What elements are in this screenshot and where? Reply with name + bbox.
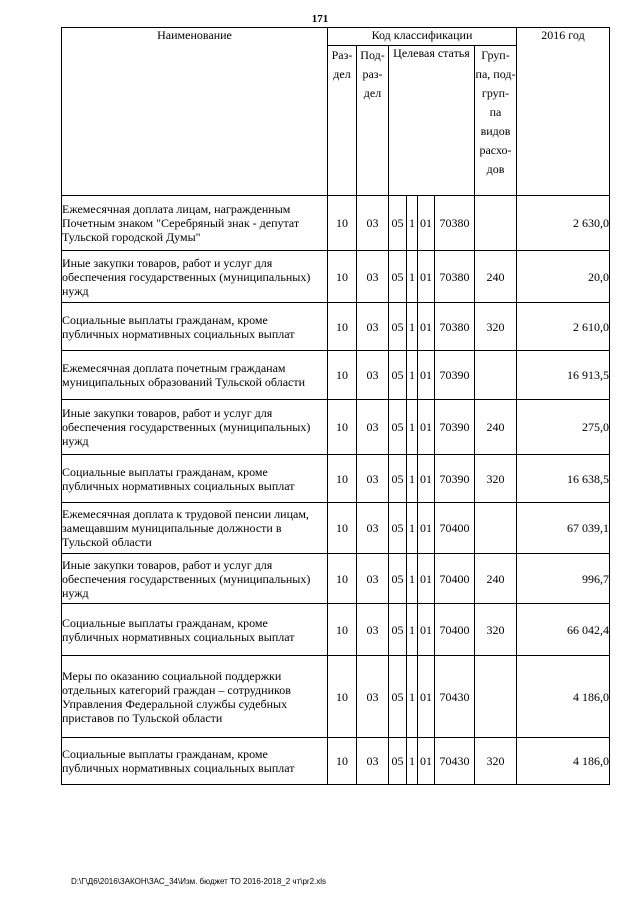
table-row	[62, 656, 610, 738]
row-target-event: 01	[418, 400, 435, 455]
row-target-direction: 70380	[435, 303, 475, 351]
row-target-direction: 70390	[435, 455, 475, 503]
row-amount: 16 913,5	[517, 351, 610, 400]
row-amount: 996,7	[517, 554, 610, 604]
row-target-direction: 70390	[435, 351, 475, 400]
row-target-direction: 70400	[435, 554, 475, 604]
row-name: Ежемесячная доплата к трудовой пенсии лицам, замещавшим муниципальные должности в Тульской области	[62, 503, 328, 554]
row-target-program: 05	[389, 400, 407, 455]
row-name: Иные закупки товаров, работ и услуг для обеспечения государственных (муниципальных) нужд	[62, 251, 328, 303]
row-target-direction: 70430	[435, 738, 475, 785]
row-subsection: 03	[357, 604, 389, 656]
row-target-subprogram: 1	[407, 656, 418, 738]
header-name: Наименование	[62, 28, 328, 196]
row-target-subprogram: 1	[407, 303, 418, 351]
row-amount: 4 186,0	[517, 738, 610, 785]
row-subsection: 03	[357, 251, 389, 303]
row-name: Иные закупки товаров, работ и услуг для обеспечения государственных (муниципальных) нужд	[62, 554, 328, 604]
row-target-direction: 70430	[435, 656, 475, 738]
row-subsection: 03	[357, 196, 389, 251]
row-section: 10	[328, 303, 357, 351]
row-subsection: 03	[357, 351, 389, 400]
row-subsection: 03	[357, 656, 389, 738]
page-number: 171	[311, 13, 329, 25]
row-target-subprogram: 1	[407, 400, 418, 455]
row-target-direction: 70380	[435, 196, 475, 251]
row-target-subprogram: 1	[407, 554, 418, 604]
row-expense-type	[475, 656, 517, 738]
row-target-direction: 70380	[435, 251, 475, 303]
row-target-event: 01	[418, 351, 435, 400]
row-target-direction: 70400	[435, 503, 475, 554]
header-target: Целевая статья	[389, 46, 475, 196]
row-target-subprogram: 1	[407, 196, 418, 251]
row-target-program: 05	[389, 503, 407, 554]
row-expense-type	[475, 503, 517, 554]
row-section: 10	[328, 738, 357, 785]
row-target-program: 05	[389, 303, 407, 351]
table-row	[62, 738, 610, 785]
row-expense-type	[475, 196, 517, 251]
header-subsection: Под- раз- дел	[357, 46, 389, 196]
row-section: 10	[328, 554, 357, 604]
table-row	[62, 455, 610, 503]
row-subsection: 03	[357, 738, 389, 785]
table-row	[62, 351, 610, 400]
row-target-event: 01	[418, 455, 435, 503]
row-target-program: 05	[389, 196, 407, 251]
row-target-event: 01	[418, 738, 435, 785]
row-section: 10	[328, 503, 357, 554]
row-target-event: 01	[418, 303, 435, 351]
file-path-footer: D:\Г\Д6\2016\ЗАКОН\ЗАС_34\Изм. бюджет ТО 2016-2018_2 чт\pr2.xls	[71, 877, 327, 886]
table-row	[62, 604, 610, 656]
header-section: Раз- дел	[328, 46, 357, 196]
row-section: 10	[328, 400, 357, 455]
row-name: Ежемесячная доплата почетным гражданам муниципальных образований Тульской области	[62, 351, 328, 400]
row-amount: 67 039,1	[517, 503, 610, 554]
row-amount: 20,0	[517, 251, 610, 303]
row-expense-type: 240	[475, 251, 517, 303]
row-name: Меры по оказанию социальной поддержки отдельных категорий граждан – сотрудников Управления Федеральной службы судебных приставов по Тульской области	[62, 656, 328, 738]
row-section: 10	[328, 351, 357, 400]
row-target-subprogram: 1	[407, 455, 418, 503]
row-amount: 2 630,0	[517, 196, 610, 251]
row-target-program: 05	[389, 656, 407, 738]
row-subsection: 03	[357, 303, 389, 351]
row-section: 10	[328, 196, 357, 251]
row-target-direction: 70400	[435, 604, 475, 656]
row-target-subprogram: 1	[407, 604, 418, 656]
row-target-direction: 70390	[435, 400, 475, 455]
row-expense-type: 240	[475, 400, 517, 455]
table-row	[62, 554, 610, 604]
table-row	[62, 303, 610, 351]
row-target-subprogram: 1	[407, 351, 418, 400]
row-target-program: 05	[389, 351, 407, 400]
row-target-event: 01	[418, 503, 435, 554]
row-target-event: 01	[418, 196, 435, 251]
row-subsection: 03	[357, 400, 389, 455]
row-target-event: 01	[418, 251, 435, 303]
row-expense-type: 320	[475, 455, 517, 503]
row-section: 10	[328, 251, 357, 303]
row-section: 10	[328, 656, 357, 738]
row-section: 10	[328, 604, 357, 656]
row-target-subprogram: 1	[407, 738, 418, 785]
header-expense-type: Груп- па, под- груп- па видов расхо- дов	[475, 46, 517, 196]
row-amount: 16 638,5	[517, 455, 610, 503]
row-amount: 2 610,0	[517, 303, 610, 351]
row-expense-type: 240	[475, 554, 517, 604]
row-target-event: 01	[418, 554, 435, 604]
table-row	[62, 400, 610, 455]
row-name: Социальные выплаты гражданам, кроме публичных нормативных социальных выплат	[62, 604, 328, 656]
row-amount: 275,0	[517, 400, 610, 455]
row-amount: 66 042,4	[517, 604, 610, 656]
row-name: Социальные выплаты гражданам, кроме публичных нормативных социальных выплат	[62, 738, 328, 785]
row-section: 10	[328, 455, 357, 503]
row-name: Социальные выплаты гражданам, кроме публичных нормативных социальных выплат	[62, 303, 328, 351]
table-row	[62, 196, 610, 251]
row-name: Ежемесячная доплата лицам, награжденным Почетным знаком "Серебряный знак - депутат Тульской городской Думы"	[62, 196, 328, 251]
budget-table	[61, 27, 610, 785]
row-target-program: 05	[389, 554, 407, 604]
row-target-program: 05	[389, 604, 407, 656]
header-classification: Код классификации	[328, 28, 517, 46]
row-subsection: 03	[357, 503, 389, 554]
table-row	[62, 251, 610, 303]
row-expense-type: 320	[475, 303, 517, 351]
row-target-program: 05	[389, 738, 407, 785]
row-target-program: 05	[389, 455, 407, 503]
row-target-program: 05	[389, 251, 407, 303]
row-amount: 4 186,0	[517, 656, 610, 738]
row-name: Иные закупки товаров, работ и услуг для обеспечения государственных (муниципальных) нужд	[62, 400, 328, 455]
row-target-subprogram: 1	[407, 503, 418, 554]
row-expense-type	[475, 351, 517, 400]
row-expense-type: 320	[475, 738, 517, 785]
row-target-event: 01	[418, 604, 435, 656]
row-target-subprogram: 1	[407, 251, 418, 303]
row-subsection: 03	[357, 455, 389, 503]
header-year: 2016 год	[517, 28, 610, 196]
table-row	[62, 503, 610, 554]
row-target-event: 01	[418, 656, 435, 738]
row-expense-type: 320	[475, 604, 517, 656]
row-name: Социальные выплаты гражданам, кроме публичных нормативных социальных выплат	[62, 455, 328, 503]
row-subsection: 03	[357, 554, 389, 604]
